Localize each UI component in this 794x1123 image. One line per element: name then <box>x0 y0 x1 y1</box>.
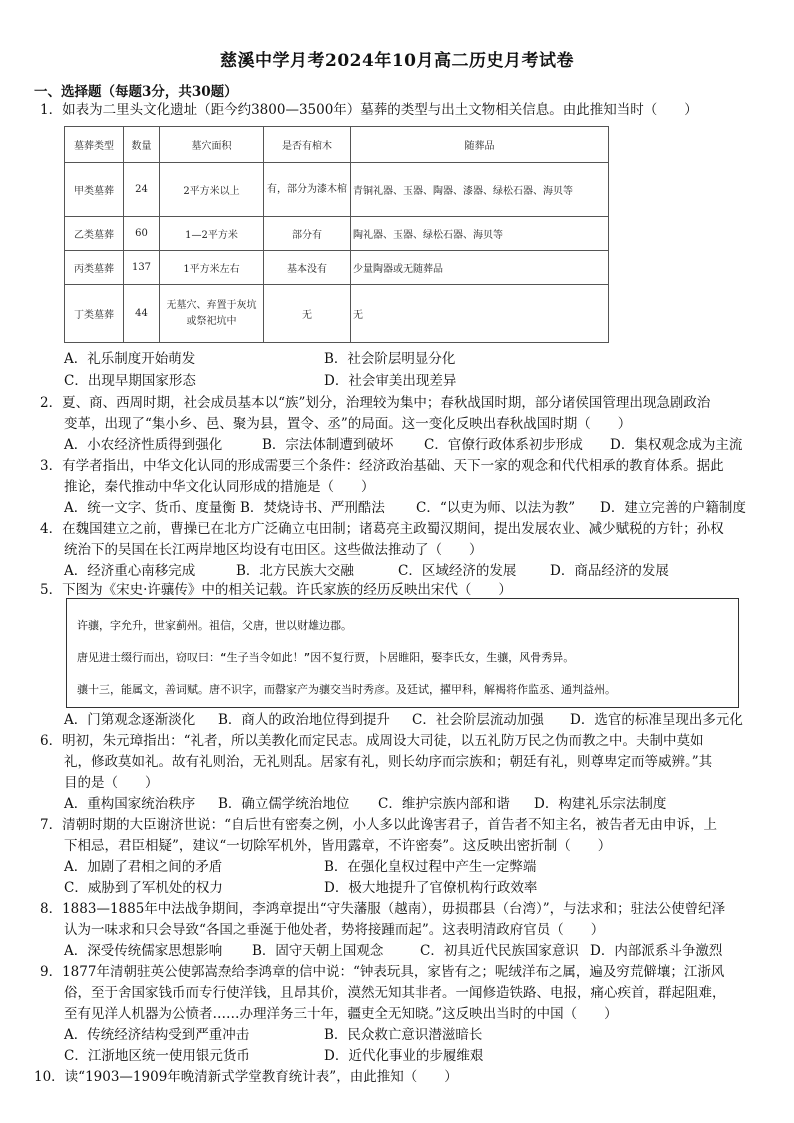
q9-option-a[interactable]: A．传统经济结构受到严重冲击 <box>64 1027 250 1043</box>
table-cell: 甲类墓葬 <box>65 163 124 217</box>
q3-option-b[interactable]: B．焚烧诗书、严刑酷法 <box>240 500 385 516</box>
table-cell: 青铜礼器、玉器、陶器、漆器、绿松石器、海贝等 <box>351 163 609 217</box>
section-heading: 一、选择题（每题3分，共30题） <box>34 84 238 100</box>
table-cell: 24 <box>124 163 160 217</box>
q8-option-a[interactable]: A．深受传统儒家思想影响 <box>64 943 223 959</box>
q2-option-a[interactable]: A．小农经济性质得到强化 <box>64 437 223 453</box>
table-cell: 有，部分为漆木棺 <box>264 163 351 217</box>
table-cell: 无墓穴、弃置于灰坑或祭祀坑中 <box>160 285 264 343</box>
q4-option-a[interactable]: A．经济重心南移完成 <box>64 563 196 579</box>
table-header-cell: 数量 <box>124 127 160 163</box>
table-header-cell: 是否有棺木 <box>264 127 351 163</box>
q2-option-d[interactable]: D．集权观念成为主流 <box>610 437 743 453</box>
q3-option-a[interactable]: A．统一文字、货币、度量衡 <box>64 500 236 516</box>
q7-option-d[interactable]: D．极大地提升了官僚机构行政效率 <box>324 880 538 896</box>
table-row <box>65 251 609 285</box>
q7-option-c[interactable]: C．威胁到了军机处的权力 <box>64 880 223 896</box>
q4-stem-line: 统治下的吴国在长江两岸地区均设有屯田区。这些做法推动了（ ） <box>64 542 483 558</box>
table-cell: 44 <box>124 285 160 343</box>
record-line: 唐见进士缀行而出，窃叹曰：“生子当令如此！”因不复行贾，卜居睢阳，娶李氏女，生骧，风骨秀异。 <box>77 651 575 664</box>
q9-option-b[interactable]: B．民众救亡意识潜滋暗长 <box>324 1027 483 1043</box>
table-cell: 丁类墓葬 <box>65 285 124 343</box>
q8-option-b[interactable]: B．固守天朝上国观念 <box>252 943 384 959</box>
q3-stem-line: 3．有学者指出，中华文化认同的形成需要三个条件：经济政治基础、天下一家的观念和代代相承的教育体系。据此 <box>40 458 724 474</box>
record-line: 骧十三，能属文，善词赋。唐不识字，而罄家产为骧交当时秀彦。及廷试，擢甲科，解褐将作监丞、通判益州。 <box>77 683 616 696</box>
q10-stem: 10．读“1903—1909年晚清新式学堂教育统计表”，由此推知（ ） <box>34 1069 458 1085</box>
table-header-row <box>65 127 609 163</box>
table-row <box>65 285 609 343</box>
table-cell: 1平方米左右 <box>160 251 264 285</box>
q6-option-d[interactable]: D．构建礼乐宗法制度 <box>534 796 667 812</box>
record-line: 许骧，字允升，世家蓟州。祖信，父唐，世以财雄边郡。 <box>77 619 352 632</box>
table-header-cell: 随葬品 <box>351 127 609 163</box>
table-cell: 陶礼器、玉器、绿松石器、海贝等 <box>351 217 609 251</box>
table-cell: 60 <box>124 217 160 251</box>
q7-option-a[interactable]: A．加剧了君相之间的矛盾 <box>64 859 223 875</box>
q5-option-c[interactable]: C．社会阶层流动加强 <box>412 712 544 728</box>
q9-stem-line: 至有见洋人机器为公愤者……办理洋务三十年，疆吏全无知晓。”这反映出当时的中国（ ） <box>64 1006 618 1022</box>
q3-option-c[interactable]: C．“以吏为师、以法为教” <box>416 500 576 516</box>
table-cell: 丙类墓葬 <box>65 251 124 285</box>
q6-stem-line: 6．明初，朱元璋指出：“礼者，所以美教化而定民志。成周设大司徒，以五礼防万民之伪而教之中。夫制中莫如 <box>40 733 704 749</box>
q9-stem-line: 9．1877年清朝驻英公使郭嵩焘给李鸿章的信中说：“钟表玩具，家皆有之；呢绒洋布之属，遍及穷荒僻壤；江浙风 <box>40 964 725 980</box>
q3-option-d[interactable]: D．建立完善的户籍制度 <box>600 500 746 516</box>
table-cell: 2平方米以上 <box>160 163 264 217</box>
q4-option-d[interactable]: D．商品经济的发展 <box>550 563 669 579</box>
q6-option-b[interactable]: B．确立儒学统治地位 <box>218 796 350 812</box>
q9-stem-line: 俗，至于舍国家钱币而专行使洋钱，且昂其价，漠然无知其非者。一闻修造铁路、电报，痛心疾首，群起阻难， <box>64 985 726 1001</box>
table-cell: 乙类墓葬 <box>65 217 124 251</box>
historical-record-box <box>66 598 739 708</box>
q6-option-a[interactable]: A．重构国家统治秩序 <box>64 796 196 812</box>
q2-option-b[interactable]: B．宗法体制遭到破坏 <box>262 437 394 453</box>
q1-option-a[interactable]: A．礼乐制度开始萌发 <box>64 351 196 367</box>
q2-stem-line: 2．夏、商、西周时期，社会成员基本以“族”划分，治理较为集中；春秋战国时期，部分诸侯国管理出现急剧政治 <box>40 395 711 411</box>
table-header-cell: 墓穴面积 <box>160 127 264 163</box>
q8-stem-line: 8．1883—1885年中法战争期间，李鸿章提出“守失藩服（越南），毋损郡县（台湾）”，与法求和；驻法公使曾纪泽 <box>40 901 726 917</box>
q6-option-c[interactable]: C．维护宗族内部和谐 <box>378 796 510 812</box>
q1-option-d[interactable]: D．社会审美出现差异 <box>324 373 457 389</box>
q4-option-b[interactable]: B．北方民族大交融 <box>236 563 354 579</box>
q5-option-b[interactable]: B．商人的政治地位得到提升 <box>218 712 390 728</box>
q1-stem: 1．如表为二里头文化遗址（距今约3800—3500年）墓葬的类型与出土文物相关信息。由此推知当时（ ） <box>40 102 698 118</box>
q9-option-d[interactable]: D．近代化事业的步履维艰 <box>324 1048 484 1064</box>
q2-stem-line: 变革，出现了“集小乡、邑、聚为县，置令、丞”的局面。这一变化反映出春秋战国时期（ ） <box>64 416 632 432</box>
q5-option-a[interactable]: A．门第观念逐渐淡化 <box>64 712 196 728</box>
q4-stem-line: 4．在魏国建立之前，曹操已在北方广泛确立屯田制；诸葛亮主政蜀汉期间，提出发展农业、减少赋税的方针；孙权 <box>40 521 724 537</box>
q8-option-d[interactable]: D．内部派系斗争激烈 <box>590 943 723 959</box>
table-cell: 1—2平方米 <box>160 217 264 251</box>
q7-option-b[interactable]: B．在强化皇权过程中产生一定弊端 <box>324 859 537 875</box>
page-title: 慈溪中学月考2024年10月高二历史月考试卷 <box>220 51 574 71</box>
q7-stem-line: 下相忌，君臣相疑”，建议“一切除军机外，皆用露章，不许密奏”。这反映出密折制（ ） <box>64 838 612 854</box>
q5-option-d[interactable]: D．选官的标准呈现出多元化 <box>570 712 743 728</box>
q3-stem-line: 推论，秦代推动中华文化认同形成的措施是（ ） <box>64 479 375 495</box>
q9-option-c[interactable]: C．江浙地区统一使用银元货币 <box>64 1048 250 1064</box>
q4-option-c[interactable]: C．区域经济的发展 <box>398 563 517 579</box>
q1-option-b[interactable]: B．社会阶层明显分化 <box>324 351 456 367</box>
table-cell: 部分有 <box>264 217 351 251</box>
table-cell: 基本没有 <box>264 251 351 285</box>
table-cell: 无 <box>264 285 351 343</box>
grave-table <box>64 126 609 343</box>
table-row <box>65 217 609 251</box>
table-header-cell: 墓葬类型 <box>65 127 124 163</box>
q5-stem: 5．下图为《宋史·许骧传》中的相关记载。许氏家族的经历反映出宋代（ ） <box>40 582 512 598</box>
q1-option-c[interactable]: C．出现早期国家形态 <box>64 373 196 389</box>
q6-stem-line: 目的是（ ） <box>64 775 159 791</box>
q8-option-c[interactable]: C．初具近代民族国家意识 <box>420 943 579 959</box>
table-row <box>65 163 609 217</box>
table-cell: 137 <box>124 251 160 285</box>
q7-stem-line: 7．清朝时期的大臣谢济世说：“自后世有密奏之例，小人多以此谗害君子，首告者不知主名，被告者无由申诉，上 <box>40 817 717 833</box>
table-cell: 少量陶器或无随葬品 <box>351 251 609 285</box>
q6-stem-line: 礼，修政莫如礼。故有礼则治，无礼则乱。居家有礼，则长幼序而宗族和；朝廷有礼，则尊卑定而等威辨。”其 <box>64 754 713 770</box>
table-cell: 无 <box>351 285 609 343</box>
q2-option-c[interactable]: C．官僚行政体系初步形成 <box>424 437 583 453</box>
q8-stem-line: 认为一味求和只会导致“各国之垂涎于他处者，势将接踵而起”。这表明清政府官员（ ） <box>64 922 605 938</box>
